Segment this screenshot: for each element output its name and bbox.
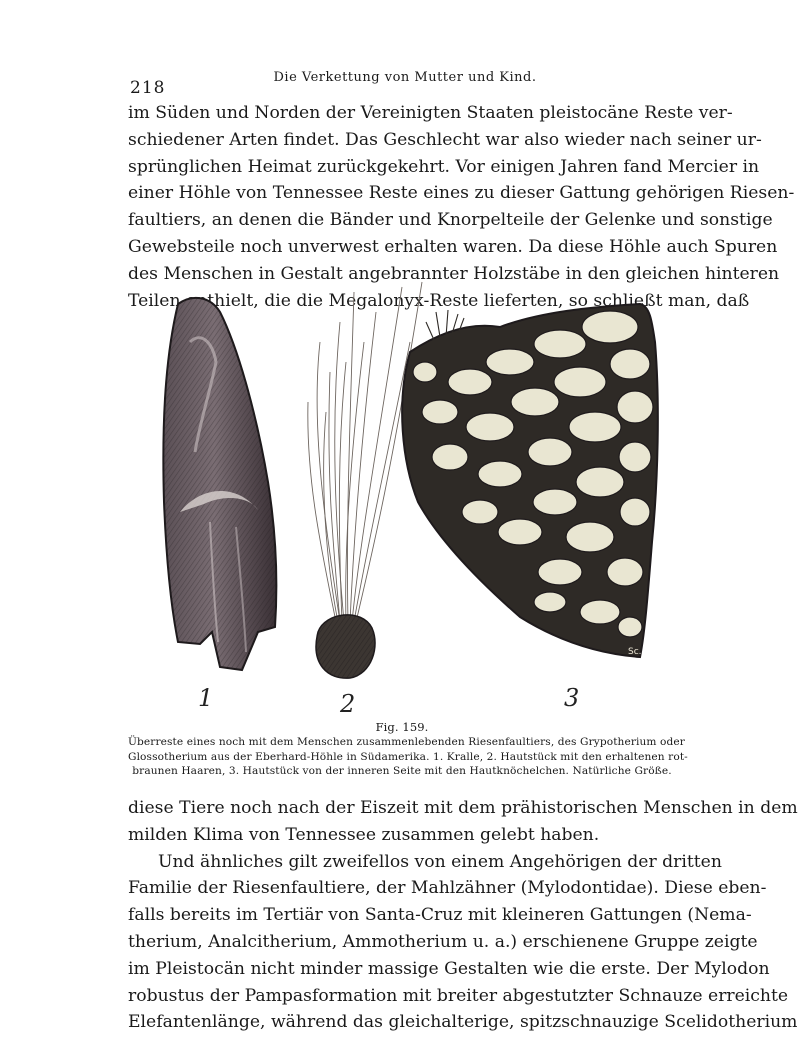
claw-drawing	[163, 298, 276, 670]
text-line: sprünglichen Heimat zurückgekehrt. Vor einigen Jahren fand Mercier in	[128, 156, 760, 177]
figure-illustration	[140, 282, 670, 717]
text-line: Und ähnliches gilt zweifellos von einem Angehörigen der dritten	[158, 851, 722, 872]
text-line: im Pleistocän nicht minder massige Gestalten wie die erste. Der Mylodon	[128, 958, 770, 979]
text-line: Elefantenlänge, während das gleichalterige, spitzschnauzige Scelidotherium	[128, 1012, 798, 1033]
caption-line: braunen Haaren, 3. Hautstück von der inneren Seite mit den Hautknöchelchen. Natürliche Größe.	[132, 765, 672, 778]
text-line: milden Klima von Tennessee zusammen gelebt haben.	[128, 824, 600, 845]
figure-caption	[128, 720, 688, 779]
caption-line: Überreste eines noch mit dem Menschen zusammenlebenden Riesenfaultiers, des Grypotherium oder	[128, 736, 685, 749]
text-line: im Süden und Norden der Vereinigten Staaten pleistocäne Reste ver-	[128, 103, 733, 123]
text-line: des Menschen in Gestalt angebrannter Holzstäbe in den gleichen hinteren	[128, 263, 780, 284]
page-number: 218	[130, 78, 166, 98]
artist-mark: Sc.	[628, 647, 642, 657]
figure-number-3: 3	[564, 684, 580, 712]
body-text-bottom	[128, 795, 798, 1036]
caption-line: Glossotherium aus der Eberhard-Höhle in Südamerika. 1. Kralle, 2. Hautstück mit den erhaltenen rot-	[128, 750, 688, 763]
text-line: falls bereits im Tertiär von Santa-Cruz mit kleineren Gattungen (Nema-	[128, 905, 752, 926]
text-line: Teilen enthielt, die die Megalonyx-Reste lieferten, so schließt man, daß	[128, 290, 750, 311]
figure-159	[140, 282, 670, 717]
figure-number-1: 1	[198, 684, 214, 712]
text-line: diese Tiere noch nach der Eiszeit mit dem prähistorischen Menschen in dem	[128, 798, 798, 818]
text-line: therium, Analcitherium, Ammotherium u. a.) erschienene Gruppe zeigte	[128, 931, 758, 952]
figure-label: Fig. 159.	[375, 720, 429, 734]
text-line: Familie der Riesenfaultiere, der Mahlzähner (Mylodontidae). Diese eben-	[128, 878, 767, 899]
text-line: Gewebsteile noch unverwest erhalten waren. Da diese Höhle auch Spuren	[128, 236, 778, 257]
text-line: einer Höhle von Tennessee Reste eines zu dieser Gattung gehörigen Riesen-	[128, 183, 795, 204]
figure-number-2: 2	[340, 690, 356, 718]
text-line: robustus der Pampasformation mit breiter abgestutzter Schnauze erreichte	[128, 985, 789, 1006]
text-line: faultiers, an denen die Bänder und Knorpelteile der Gelenke und sonstige	[128, 210, 773, 231]
hair-root-skin	[316, 615, 375, 678]
skin-ossicles-drawing	[402, 304, 658, 657]
running-title: Die Verkettung von Mutter und Kind.	[273, 70, 537, 85]
text-line: schiedener Arten findet. Das Geschlecht war also wieder nach seiner ur-	[128, 129, 762, 150]
